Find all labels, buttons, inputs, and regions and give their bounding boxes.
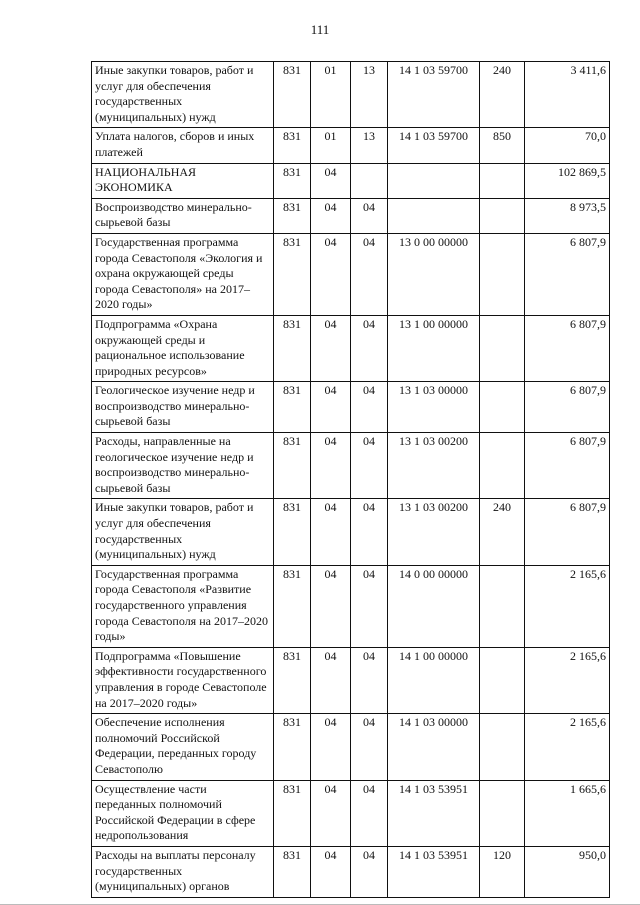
section-code-cell: 04 (311, 382, 351, 433)
expense-type-cell: 120 (480, 846, 525, 897)
amount-cell: 102 869,5 (525, 163, 610, 198)
expense-type-cell: 240 (480, 499, 525, 565)
target-article-cell: 14 1 03 00000 (388, 714, 480, 780)
table-row (92, 233, 610, 315)
amount-cell: 6 807,9 (525, 433, 610, 499)
table-row (92, 433, 610, 499)
table-row (92, 565, 610, 647)
section-code-cell: 04 (311, 233, 351, 315)
target-article-cell: 13 1 03 00000 (388, 382, 480, 433)
expense-type-cell (480, 780, 525, 846)
row-name-cell: Осуществление части переданных полномочий Российской Федерации в сфере недропользования (92, 780, 274, 846)
subsection-code-cell: 04 (351, 647, 388, 713)
ministry-code-cell: 831 (274, 714, 311, 780)
target-article-cell: 14 1 03 53951 (388, 780, 480, 846)
row-name-cell: Геологическое изучение недр и воспроизводство минерально-сырьевой базы (92, 382, 274, 433)
section-code-cell: 04 (311, 714, 351, 780)
ministry-code-cell: 831 (274, 647, 311, 713)
table-row (92, 780, 610, 846)
subsection-code-cell: 04 (351, 382, 388, 433)
expense-type-cell (480, 382, 525, 433)
ministry-code-cell: 831 (274, 315, 311, 381)
subsection-code-cell: 04 (351, 315, 388, 381)
ministry-code-cell: 831 (274, 233, 311, 315)
subsection-code-cell: 04 (351, 714, 388, 780)
subsection-code-cell: 04 (351, 565, 388, 647)
amount-cell: 950,0 (525, 846, 610, 897)
amount-cell: 2 165,6 (525, 714, 610, 780)
subsection-code-cell: 04 (351, 198, 388, 233)
row-name-cell: Расходы, направленные на геологическое изучение недр и воспроизводство минерально-сырьевой базы (92, 433, 274, 499)
ministry-code-cell: 831 (274, 499, 311, 565)
row-name-cell: Иные закупки товаров, работ и услуг для обеспечения государственных (муниципальных) нужд (92, 499, 274, 565)
expense-type-cell (480, 433, 525, 499)
expense-type-cell: 240 (480, 62, 525, 128)
amount-cell: 2 165,6 (525, 647, 610, 713)
ministry-code-cell: 831 (274, 433, 311, 499)
ministry-code-cell: 831 (274, 780, 311, 846)
table-row (92, 315, 610, 381)
table-body (92, 62, 610, 898)
ministry-code-cell: 831 (274, 846, 311, 897)
expense-type-cell (480, 647, 525, 713)
table-row (92, 62, 610, 128)
section-code-cell: 04 (311, 565, 351, 647)
ministry-code-cell: 831 (274, 128, 311, 163)
ministry-code-cell: 831 (274, 382, 311, 433)
ministry-code-cell: 831 (274, 198, 311, 233)
target-article-cell: 13 0 00 00000 (388, 233, 480, 315)
row-name-cell: Воспроизводство минерально-сырьевой базы (92, 198, 274, 233)
amount-cell: 1 665,6 (525, 780, 610, 846)
section-code-cell: 01 (311, 128, 351, 163)
table-row (92, 382, 610, 433)
ministry-code-cell: 831 (274, 62, 311, 128)
subsection-code-cell: 04 (351, 780, 388, 846)
amount-cell: 70,0 (525, 128, 610, 163)
target-article-cell: 13 1 03 00200 (388, 433, 480, 499)
amount-cell: 6 807,9 (525, 382, 610, 433)
row-name-cell: Подпрограмма «Повышение эффективности государственного управления в городе Севастополе на 2017–2020 годы» (92, 647, 274, 713)
ministry-code-cell: 831 (274, 163, 311, 198)
section-code-cell: 04 (311, 433, 351, 499)
table-row (92, 499, 610, 565)
section-code-cell: 04 (311, 647, 351, 713)
amount-cell: 2 165,6 (525, 565, 610, 647)
ministry-code-cell: 831 (274, 565, 311, 647)
expense-type-cell (480, 233, 525, 315)
target-article-cell (388, 163, 480, 198)
amount-cell: 6 807,9 (525, 315, 610, 381)
row-name-cell: Государственная программа города Севастополя «Экология и охрана окружающей среды города Севастополя» на 2017–2020 годы» (92, 233, 274, 315)
subsection-code-cell: 13 (351, 62, 388, 128)
amount-cell: 6 807,9 (525, 233, 610, 315)
page-number: 111 (310, 22, 330, 37)
table-row (92, 846, 610, 897)
row-name-cell: Уплата налогов, сборов и иных платежей (92, 128, 274, 163)
target-article-cell: 14 1 03 59700 (388, 62, 480, 128)
section-code-cell: 04 (311, 315, 351, 381)
table-row (92, 163, 610, 198)
section-code-cell: 04 (311, 198, 351, 233)
expense-type-cell (480, 163, 525, 198)
section-code-cell: 01 (311, 62, 351, 128)
table-row (92, 198, 610, 233)
table-row (92, 128, 610, 163)
section-code-cell: 04 (311, 499, 351, 565)
amount-cell: 3 411,6 (525, 62, 610, 128)
target-article-cell: 14 1 00 00000 (388, 647, 480, 713)
table-row (92, 647, 610, 713)
subsection-code-cell: 04 (351, 846, 388, 897)
expense-type-cell: 850 (480, 128, 525, 163)
subsection-code-cell: 13 (351, 128, 388, 163)
target-article-cell: 14 1 03 59700 (388, 128, 480, 163)
row-name-cell: Расходы на выплаты персоналу государственных (муниципальных) органов (92, 846, 274, 897)
row-name-cell: Обеспечение исполнения полномочий Российской Федерации, переданных городу Севастополю (92, 714, 274, 780)
section-code-cell: 04 (311, 780, 351, 846)
target-article-cell: 13 1 00 00000 (388, 315, 480, 381)
expense-type-cell (480, 565, 525, 647)
target-article-cell (388, 198, 480, 233)
target-article-cell: 14 1 03 53951 (388, 846, 480, 897)
table-row (92, 714, 610, 780)
section-code-cell: 04 (311, 163, 351, 198)
target-article-cell: 13 1 03 00200 (388, 499, 480, 565)
section-code-cell: 04 (311, 846, 351, 897)
target-article-cell: 14 0 00 00000 (388, 565, 480, 647)
expense-type-cell (480, 315, 525, 381)
amount-cell: 8 973,5 (525, 198, 610, 233)
expense-type-cell (480, 714, 525, 780)
row-name-cell: Подпрограмма «Охрана окружающей среды и рациональное использование природных ресурсов» (92, 315, 274, 381)
amount-cell: 6 807,9 (525, 499, 610, 565)
row-name-cell: Государственная программа города Севастополя «Развитие государственного управления города Севастополя на 2017–2020 годы» (92, 565, 274, 647)
row-name-cell: Иные закупки товаров, работ и услуг для обеспечения государственных (муниципальных) нужд (92, 62, 274, 128)
row-name-cell: НАЦИОНАЛЬНАЯ ЭКОНОМИКА (92, 163, 274, 198)
subsection-code-cell: 04 (351, 499, 388, 565)
expense-type-cell (480, 198, 525, 233)
subsection-code-cell: 04 (351, 233, 388, 315)
subsection-code-cell: 04 (351, 433, 388, 499)
subsection-code-cell (351, 163, 388, 198)
budget-table (91, 61, 610, 898)
